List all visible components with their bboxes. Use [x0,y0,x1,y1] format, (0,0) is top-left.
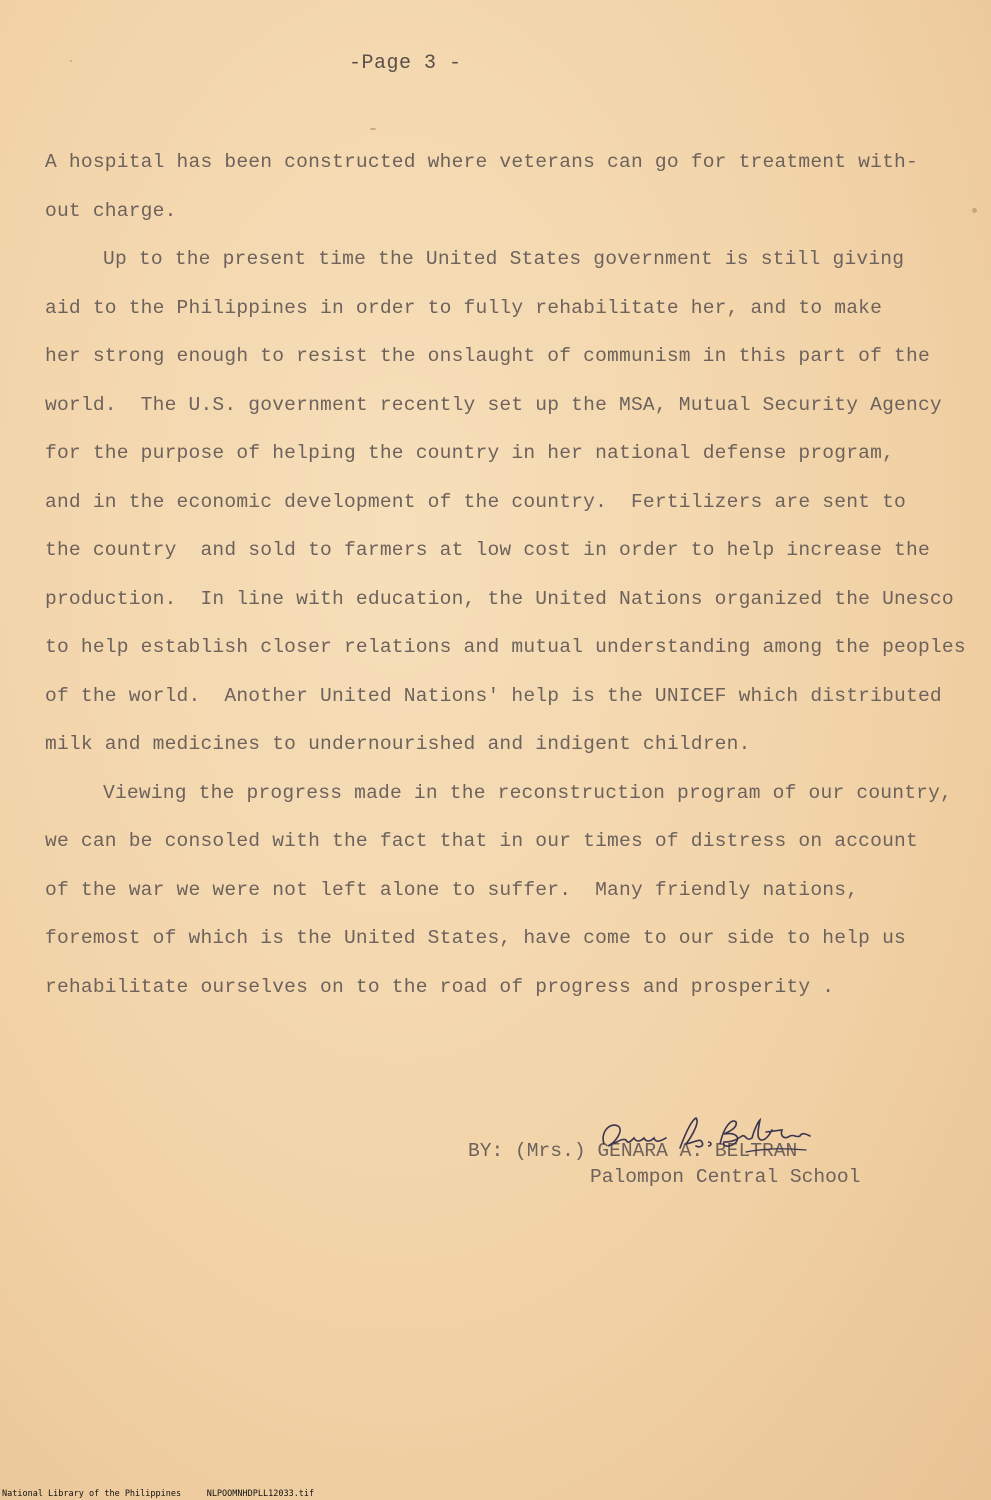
text-line: her strong enough to resist the onslaught of communism in this part of the [45,345,930,367]
text-line: Up to the present time the United States government is still giving [103,248,905,270]
body-text [45,138,985,1011]
text-line: Viewing the progress made in the reconstruction program of our country, [103,781,953,804]
text-line: the country and sold to farmers at low cost in order to help increase the [45,539,930,561]
page-number: -Page 3 - [349,52,462,75]
signature-by-line: BY: (Mrs.) GENARA A. BELTRAN [468,1140,798,1162]
handwritten-signature [596,1112,816,1162]
text-line: to help establish closer relations and mutual understanding among the peoples [45,636,966,658]
text-line: of the war we were not left alone to suffer. Many friendly nations, [45,878,859,901]
text-line: world. The U.S. government recently set up the MSA, Mutual Security Agency [45,393,942,416]
paper-speck [370,128,376,130]
paper-speck [70,60,72,62]
text-line: and in the economic development of the country. Fertilizers are sent to [45,490,906,513]
text-line: aid to the Philippines in order to fully rehabilitate her, and to make [45,296,883,319]
signature-school: Palompon Central School [590,1166,861,1188]
text-line: we can be consoled with the fact that in our times of distress on account [45,830,918,852]
text-line: rehabilitate ourselves on to the road of progress and prosperity . [45,975,835,998]
text-line: of the world. Another United Nations' help is the UNICEF which distributed [45,684,942,707]
footer-caption: National Library of the Philippines NLPOOMNHDPLL12033.tif [2,1489,315,1499]
text-line: foremost of which is the United States, have come to our side to help us [45,927,906,949]
text-line: production. In line with education, the United Nations organized the Unesco [45,587,954,610]
text-line: for the purpose of helping the country in her national defense program, [45,442,895,464]
text-line: A hospital has been constructed where veterans can go for treatment with- [45,151,918,173]
text-line: milk and medicines to undernourished and indigent children. [45,733,751,755]
text-line: out charge. [45,199,177,222]
